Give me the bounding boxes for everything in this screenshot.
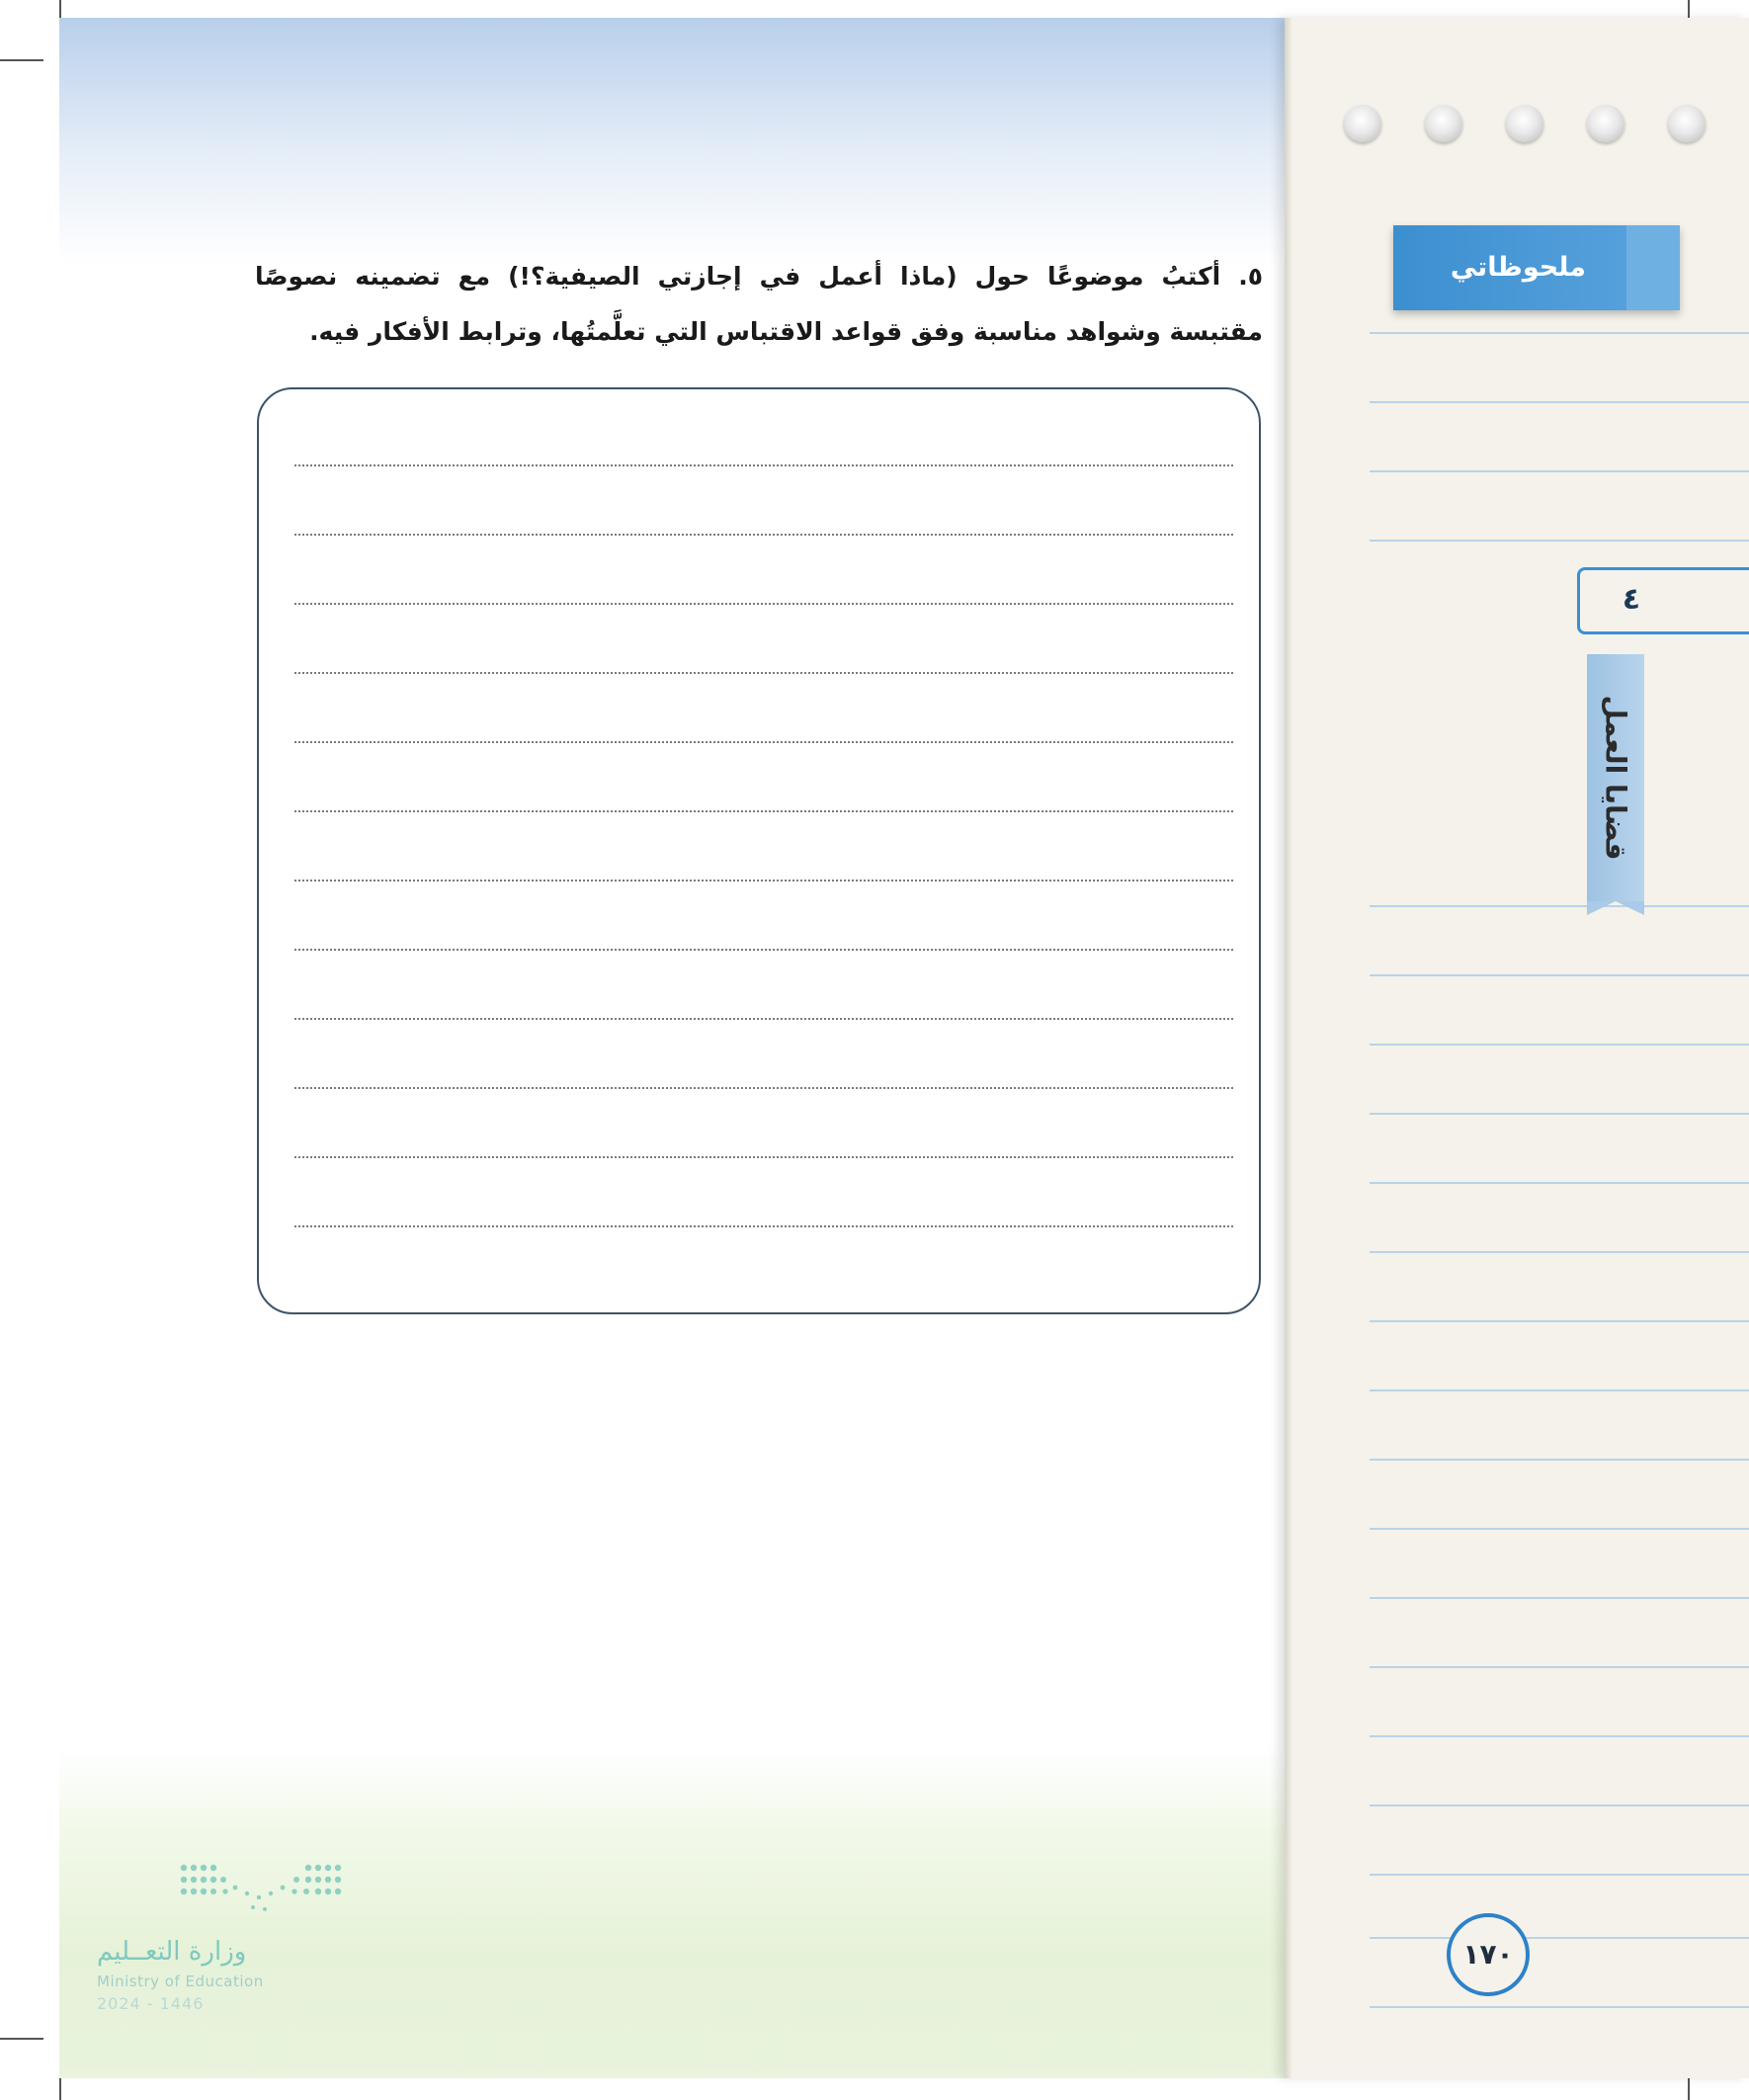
question-text: ٥. أكتبُ موضوعًا حول (ماذا أعمل في إجازتي الصيفية؟!) مع تضمينه نصوصًا مقتبسة وشواهد مناسبة وفق قواعد الاقتباس التي تعلَّمتُها، وترابط الأفكار فيه. (255, 262, 1263, 346)
ministry-dots-logo-icon (178, 1858, 356, 1917)
notes-sidebar (1285, 18, 1749, 2078)
unit-title: قضايا العمل (1599, 695, 1632, 861)
ring-hole-icon (1344, 105, 1381, 142)
note-line[interactable] (1370, 1113, 1749, 1115)
writing-line[interactable] (294, 880, 1233, 882)
note-line[interactable] (1370, 1937, 1749, 1939)
note-line[interactable] (1370, 1389, 1749, 1391)
writing-line[interactable] (294, 1156, 1233, 1158)
writing-line[interactable] (294, 1225, 1233, 1227)
note-line[interactable] (1370, 1528, 1749, 1530)
note-line[interactable] (1370, 1735, 1749, 1737)
edition-year: 2024 - 1446 (97, 1994, 205, 2013)
ring-hole-icon (1668, 105, 1706, 142)
ring-hole-icon (1506, 105, 1543, 142)
writing-line[interactable] (294, 949, 1233, 951)
crop-mark (0, 2038, 43, 2040)
writing-line[interactable] (294, 810, 1233, 812)
note-line[interactable] (1370, 470, 1749, 472)
ministry-name-arabic: وزارة التعــليم (97, 1937, 247, 1967)
note-line[interactable] (1370, 540, 1749, 542)
note-line[interactable] (1370, 905, 1749, 907)
ministry-name-english: Ministry of Education (97, 1973, 264, 1990)
note-line[interactable] (1370, 1044, 1749, 1046)
note-line[interactable] (1370, 1251, 1749, 1253)
panel-shadow-edge (1285, 18, 1292, 2078)
writing-line[interactable] (294, 534, 1233, 536)
page-number: ١٧٠ (1447, 1913, 1530, 1996)
note-line[interactable] (1370, 974, 1749, 976)
note-line[interactable] (1370, 1874, 1749, 1876)
note-line[interactable] (1370, 332, 1749, 334)
ring-hole-icon (1425, 105, 1462, 142)
note-line[interactable] (1370, 1666, 1749, 1668)
writing-line[interactable] (294, 672, 1233, 674)
ministry-logo (97, 1858, 354, 2016)
note-line[interactable] (1370, 1320, 1749, 1322)
ring-hole-icon (1587, 105, 1624, 142)
unit-number-badge: ٤ (1577, 567, 1749, 634)
note-line[interactable] (1370, 401, 1749, 403)
writing-line[interactable] (294, 1087, 1233, 1089)
note-line[interactable] (1370, 1805, 1749, 1806)
notes-tab: ملحوظاتي (1393, 225, 1680, 310)
unit-title-ribbon (1587, 654, 1644, 901)
answer-box[interactable] (257, 387, 1261, 1314)
note-line[interactable] (1370, 1459, 1749, 1461)
writing-line[interactable] (294, 603, 1233, 605)
note-line[interactable] (1370, 1182, 1749, 1184)
note-line[interactable] (1370, 1597, 1749, 1599)
crop-mark (0, 59, 43, 61)
writing-line[interactable] (294, 1018, 1233, 1020)
writing-line[interactable] (294, 464, 1233, 466)
writing-line[interactable] (294, 741, 1233, 743)
note-line[interactable] (1370, 2006, 1749, 2008)
